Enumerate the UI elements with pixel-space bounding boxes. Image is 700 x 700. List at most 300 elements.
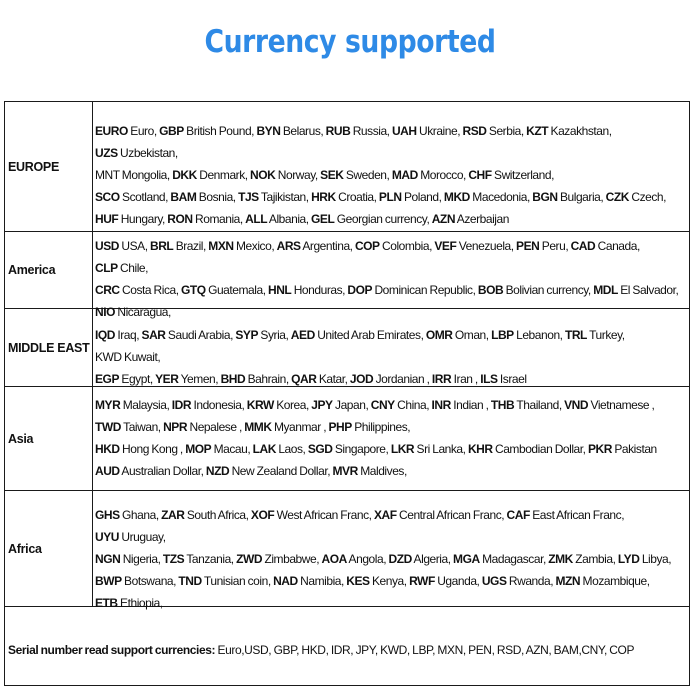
currency-name: Iraq, <box>117 328 140 342</box>
currency-code: NGN <box>95 552 121 566</box>
currency-name: Brazil, <box>175 239 206 253</box>
currency-name: Mozambique, <box>582 574 650 588</box>
currency-name: Venezuela, <box>458 239 514 253</box>
currency-entry <box>374 508 504 522</box>
currency-code: MKD <box>443 190 470 204</box>
currency-code: ALL <box>245 212 268 226</box>
currency-code: RSD <box>462 124 487 138</box>
currency-line <box>95 120 685 164</box>
currency-name: USA, <box>121 239 148 253</box>
currency-code: XOF <box>250 508 275 522</box>
currency-code: NZD <box>205 464 230 478</box>
currency-entry <box>371 398 429 412</box>
currency-name: Nicaragua, <box>117 305 171 319</box>
currency-line <box>95 279 685 301</box>
currency-code: BRL <box>150 239 174 253</box>
region-row-africa <box>5 491 689 610</box>
currency-code: ARS <box>276 239 301 253</box>
currency-code: KZT <box>526 124 549 138</box>
currency-name: Taiwan, <box>123 420 161 434</box>
currency-code: EURO <box>95 124 128 138</box>
currency-line <box>95 394 685 416</box>
region-label: EUROPE <box>8 159 59 174</box>
currency-entry <box>491 398 562 412</box>
currency-entry <box>346 574 406 588</box>
currency-code: TZS <box>162 552 185 566</box>
currency-name: Mexico, <box>236 239 275 253</box>
currency-code: JPY <box>311 398 333 412</box>
currency-code: HKD <box>95 442 120 456</box>
currency-entry <box>95 124 157 138</box>
currency-entry <box>308 442 389 456</box>
serial-support-text <box>8 643 634 657</box>
currency-code: ZWD <box>236 552 263 566</box>
currency-code: HNL <box>268 283 292 297</box>
currency-code: HUF <box>95 212 119 226</box>
currency-entry <box>236 552 319 566</box>
currency-code: SGD <box>307 442 333 456</box>
page-title: Currency supported <box>204 24 496 60</box>
currency-name: Saudi Arabia, <box>167 328 233 342</box>
currency-entry <box>253 442 306 456</box>
currency-code: BGN <box>532 190 558 204</box>
currency-entry <box>311 212 429 226</box>
currency-code: IDR <box>171 398 192 412</box>
currency-entry <box>320 168 389 182</box>
currency-code: SAR <box>141 328 166 342</box>
currency-name: Canada, <box>597 239 640 253</box>
currency-code: CAF <box>506 508 530 522</box>
currency-entry <box>507 508 625 522</box>
region-row-europe <box>5 102 689 232</box>
currency-name: East African Franc, <box>532 508 625 522</box>
currency-name: Uzbekistan, <box>120 146 178 160</box>
currency-code: NOK <box>250 168 276 182</box>
currency-name: South Africa, <box>186 508 249 522</box>
currency-code: DZD <box>388 552 412 566</box>
currency-entry <box>311 190 376 204</box>
currency-name: Chile, <box>120 261 149 275</box>
currency-code: COP <box>354 239 380 253</box>
currency-name: Guatemala, <box>208 283 266 297</box>
currency-entry <box>432 398 489 412</box>
currency-entry <box>432 372 478 386</box>
currency-code: MOP <box>185 442 212 456</box>
currency-entry <box>172 168 247 182</box>
region-cell <box>5 387 93 490</box>
currency-name: Algeria, <box>413 552 451 566</box>
currency-name: Oman, <box>454 328 489 342</box>
currency-name: Lebanon, <box>516 328 563 342</box>
currency-entry <box>95 530 166 544</box>
currency-name: Maldives, <box>360 464 407 478</box>
currency-line <box>95 186 685 208</box>
currency-entry <box>468 168 554 182</box>
currency-name: China, <box>397 398 430 412</box>
currency-line <box>95 570 685 592</box>
currency-entry <box>155 372 218 386</box>
currency-code: BWP <box>95 574 122 588</box>
currency-name: Israel <box>499 372 527 386</box>
currency-list <box>95 324 685 390</box>
currency-entry <box>532 190 603 204</box>
currency-code: CLP <box>95 261 118 275</box>
currency-entry <box>482 574 553 588</box>
currency-code: ZMK <box>548 552 573 566</box>
currency-name: Romania, <box>195 212 243 226</box>
currency-code: PLN <box>378 190 402 204</box>
currency-entry <box>95 168 170 182</box>
currency-code: TWD <box>95 420 121 434</box>
currency-code: YER <box>155 372 179 386</box>
currency-entry <box>379 190 442 204</box>
currency-code: MZN <box>555 574 581 588</box>
currency-entry <box>434 239 513 253</box>
currency-line <box>95 460 685 482</box>
currency-code: ETB <box>95 596 118 610</box>
currency-name: Morocco, <box>420 168 466 182</box>
currency-code: CZK <box>605 190 629 204</box>
currency-name: Jordanian , <box>375 372 430 386</box>
currency-name: Croatia, <box>338 190 377 204</box>
currency-entry <box>478 283 591 297</box>
currency-entry <box>480 372 526 386</box>
currency-entry <box>161 508 248 522</box>
region-row-america <box>5 232 689 319</box>
currency-code: AZN <box>431 212 456 226</box>
currency-name: Sri Lanka, <box>416 442 466 456</box>
region-cell <box>5 232 93 308</box>
currency-code: HRK <box>311 190 336 204</box>
currency-code: RUB <box>325 124 351 138</box>
currency-name: Tunisian coin, <box>203 574 271 588</box>
currency-code: EGP <box>95 372 119 386</box>
currency-entry <box>172 398 245 412</box>
currency-entry <box>95 283 179 297</box>
currency-name: Yemen, <box>180 372 219 386</box>
currency-name: Zimbabwe, <box>264 552 320 566</box>
currency-table <box>4 101 690 686</box>
currency-entry <box>291 328 424 342</box>
currency-code: KES <box>346 574 370 588</box>
currency-entry <box>95 464 204 478</box>
currency-code: PKR <box>587 442 612 456</box>
currency-entry <box>163 552 234 566</box>
currency-code: MMK <box>244 420 272 434</box>
currency-entry <box>391 442 466 456</box>
currency-code: BHD <box>220 372 246 386</box>
currency-entry <box>328 420 410 434</box>
currency-line <box>95 324 685 368</box>
currency-entry <box>392 168 466 182</box>
currency-entry <box>95 442 183 456</box>
currency-entry <box>159 124 254 138</box>
currency-entry <box>593 283 678 297</box>
currency-name: Bahrain, <box>247 372 289 386</box>
currency-code: PEN <box>516 239 540 253</box>
currency-name: Scotland, <box>122 190 169 204</box>
currency-list <box>95 504 685 614</box>
currency-code: BAM <box>170 190 197 204</box>
currency-entry <box>321 552 386 566</box>
currency-entry <box>251 508 372 522</box>
currency-code: INR <box>431 398 451 412</box>
currency-name: Singapore, <box>334 442 389 456</box>
currency-entry <box>588 442 657 456</box>
currency-name: Argentina, <box>302 239 353 253</box>
currency-entry <box>516 239 568 253</box>
currency-name: Serbia, <box>488 124 524 138</box>
currency-entry <box>606 190 666 204</box>
currency-name: Poland, <box>403 190 442 204</box>
currency-name: Iran , <box>453 372 478 386</box>
currency-code: MDL <box>593 283 618 297</box>
currency-entry <box>444 190 530 204</box>
currency-name: Malaysia, <box>122 398 170 412</box>
currency-entry <box>167 212 242 226</box>
currency-code: NPR <box>163 420 188 434</box>
region-label: America <box>8 263 56 277</box>
currency-name: Laos, <box>278 442 306 456</box>
currency-code: GTQ <box>181 283 206 297</box>
currency-entry <box>95 261 148 275</box>
currency-name: British Pound, <box>186 124 255 138</box>
currency-code: UAH <box>391 124 417 138</box>
currency-entry <box>95 190 168 204</box>
currency-code: NIO <box>95 305 115 319</box>
currency-name: United Arab Emirates, <box>317 328 424 342</box>
currency-code: LAK <box>252 442 276 456</box>
currency-code: MGA <box>453 552 480 566</box>
currency-code: GBP <box>159 124 184 138</box>
region-label: Africa <box>8 541 42 556</box>
currency-entry <box>618 552 671 566</box>
currency-entry <box>389 552 451 566</box>
currency-entry <box>432 212 509 226</box>
currency-code: XAF <box>373 508 397 522</box>
currency-code: BYN <box>256 124 281 138</box>
currency-entry <box>273 574 344 588</box>
currency-code: BOB <box>477 283 504 297</box>
currency-name: Myanmar , <box>273 420 327 434</box>
currency-entry <box>221 372 289 386</box>
currency-name: Angola, <box>348 552 387 566</box>
currency-code: GEL <box>311 212 335 226</box>
currency-name: Russia, <box>352 124 390 138</box>
currency-entry <box>556 574 650 588</box>
currency-name: Tajikistan, <box>260 190 309 204</box>
currency-entry <box>163 420 242 434</box>
currency-code: LKR <box>390 442 415 456</box>
region-cell <box>5 102 93 231</box>
currency-code: MVR <box>332 464 358 478</box>
currency-entry <box>95 328 139 342</box>
currency-code: ILS <box>480 372 498 386</box>
currency-name: Nepalese , <box>189 420 242 434</box>
currency-code: RWF <box>409 574 435 588</box>
currency-code: UYU <box>95 530 119 544</box>
currency-code: MXN <box>208 239 234 253</box>
currency-code: TND <box>178 574 202 588</box>
currency-name: Azerbaijan <box>456 212 509 226</box>
currency-entry <box>453 552 546 566</box>
currency-name: Katar, <box>318 372 348 386</box>
currency-name: Georgian currency, <box>336 212 430 226</box>
currency-code: ZAR <box>161 508 185 522</box>
currency-code: SYP <box>235 328 259 342</box>
currency-name: El Salvador, <box>620 283 679 297</box>
currency-entry <box>95 350 160 364</box>
currency-name: Kenya, <box>372 574 407 588</box>
currency-entry <box>238 190 309 204</box>
currency-name: Euro, <box>130 124 157 138</box>
currency-name: Philippines, <box>354 420 411 434</box>
currency-name: MNT Mongolia, <box>95 168 170 182</box>
currency-code: CRC <box>95 283 120 297</box>
currency-entry <box>548 552 615 566</box>
currency-code: PHP <box>328 420 352 434</box>
currency-code: MYR <box>95 398 121 412</box>
currency-name: Indonesia, <box>193 398 245 412</box>
region-row-asia <box>5 387 689 491</box>
region-row-middle-east <box>5 309 689 387</box>
currency-entry <box>95 146 178 160</box>
currency-name: Dominican Republic, <box>374 283 476 297</box>
currency-name: Honduras, <box>293 283 346 297</box>
currency-line <box>95 504 685 548</box>
currency-code: GHS <box>95 508 120 522</box>
currency-name: Ghana, <box>122 508 159 522</box>
currency-name: Denmark, <box>199 168 248 182</box>
currency-code: TJS <box>238 190 259 204</box>
currency-code: LBP <box>491 328 514 342</box>
region-label: Asia <box>8 431 34 446</box>
currency-entry <box>355 239 432 253</box>
currency-entry <box>95 398 169 412</box>
currency-code: KRW <box>246 398 274 412</box>
currency-entry <box>95 212 165 226</box>
currency-entry <box>235 328 288 342</box>
currency-entry <box>95 508 159 522</box>
currency-entry <box>291 372 347 386</box>
currency-code: CHF <box>468 168 492 182</box>
currency-entry <box>350 372 430 386</box>
currency-code: RON <box>167 212 193 226</box>
currency-code: UZS <box>95 146 118 160</box>
currency-name: Bolivian currency, <box>505 283 591 297</box>
currency-entry <box>468 442 586 456</box>
region-cell <box>5 491 93 606</box>
currency-name: Australian Dollar, <box>121 464 204 478</box>
currency-code: CNY <box>370 398 395 412</box>
currency-code: TRL <box>564 328 587 342</box>
currency-name: Hungary, <box>120 212 165 226</box>
currency-code: JOD <box>349 372 374 386</box>
currency-entry <box>409 574 479 588</box>
currency-name: Thailand, <box>516 398 562 412</box>
currency-entry <box>95 552 160 566</box>
currency-entry <box>326 124 390 138</box>
currency-entry <box>170 190 235 204</box>
currency-entry <box>244 420 326 434</box>
currency-line <box>95 235 685 279</box>
currency-name: Colombia, <box>382 239 432 253</box>
currency-entry <box>206 464 330 478</box>
currency-entry <box>333 464 407 478</box>
currency-name: Ukraine, <box>419 124 461 138</box>
currency-name: Tanzania, <box>186 552 234 566</box>
currency-entry <box>426 328 489 342</box>
currency-name: Syria, <box>260 328 289 342</box>
currency-name: Peru, <box>541 239 569 253</box>
currency-code: SCO <box>95 190 120 204</box>
currency-code: DOP <box>347 283 373 297</box>
currency-name: Pakistan <box>614 442 657 456</box>
currency-entry <box>564 398 654 412</box>
currency-name: Indian , <box>453 398 489 412</box>
currency-name: West African Franc, <box>276 508 372 522</box>
currency-entry <box>347 283 475 297</box>
currency-name: Uganda, <box>437 574 480 588</box>
currency-name: Vietnamese , <box>590 398 655 412</box>
currency-entry <box>491 328 563 342</box>
currency-name: Switzerland, <box>494 168 554 182</box>
currency-name: Macedonia, <box>472 190 530 204</box>
currency-code: IRR <box>431 372 452 386</box>
currency-line <box>95 548 685 570</box>
currency-entry <box>95 239 148 253</box>
currency-entry <box>565 328 625 342</box>
currency-name: Nigeria, <box>122 552 161 566</box>
currency-name: Sweden, <box>345 168 390 182</box>
currency-list <box>95 120 685 230</box>
currency-name: Belarus, <box>282 124 324 138</box>
currency-line <box>95 208 685 230</box>
currency-name: Japan, <box>335 398 369 412</box>
currency-name: Hong Kong , <box>122 442 183 456</box>
currency-name: Madagascar, <box>482 552 546 566</box>
currency-entry <box>268 283 345 297</box>
currency-entry <box>178 574 270 588</box>
currency-entry <box>392 124 460 138</box>
currency-entry <box>142 328 233 342</box>
serial-support-label: Serial number read support currencies: <box>8 643 216 657</box>
currency-name: Norway, <box>277 168 318 182</box>
currency-code: AOA <box>321 552 347 566</box>
currency-entry <box>247 398 309 412</box>
currency-name: Czech, <box>631 190 667 204</box>
currency-entry <box>95 574 176 588</box>
currency-code: UGS <box>481 574 507 588</box>
currency-code: VEF <box>434 239 457 253</box>
currency-name: Kazakhstan, <box>550 124 612 138</box>
currency-name: New Zealand Dollar, <box>231 464 331 478</box>
region-label: MIDDLE EAST <box>8 340 90 355</box>
currency-code: MAD <box>391 168 418 182</box>
currency-name: Turkey, <box>589 328 625 342</box>
currency-code: IQD <box>95 328 115 342</box>
currency-name: Bulgaria, <box>559 190 604 204</box>
currency-line <box>95 164 685 186</box>
currency-code: DKK <box>172 168 197 182</box>
currency-name: Libya, <box>641 552 672 566</box>
currency-code: KHR <box>467 442 493 456</box>
serial-support-value: Euro,USD, GBP, HKD, IDR, JPY, KWD, LBP, MXN, PEN, RSD, AZN, BAM,CNY, COP <box>217 643 635 657</box>
currency-name: Uruguay, <box>121 530 166 544</box>
currency-name: Botswana, <box>124 574 177 588</box>
currency-line <box>95 438 685 460</box>
currency-name: Ethiopia, <box>120 596 163 610</box>
